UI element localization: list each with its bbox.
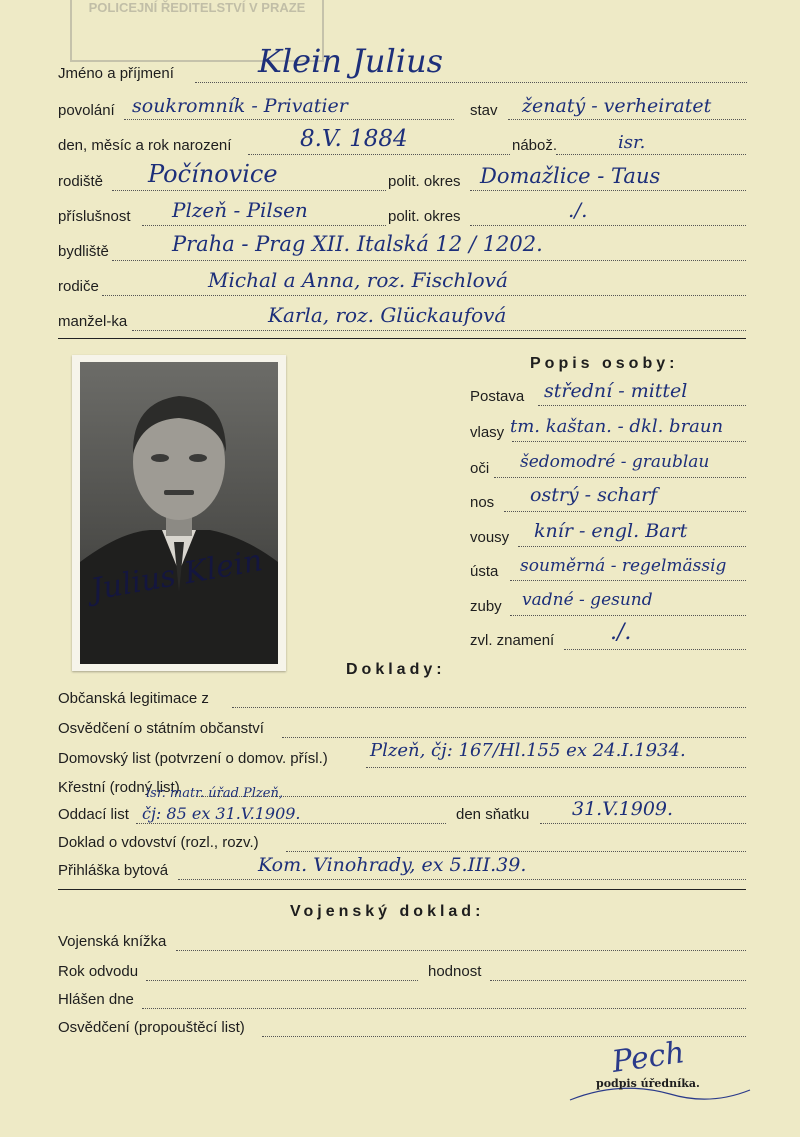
beard-line — [518, 546, 746, 547]
affiliation-district-line — [470, 225, 746, 226]
military-booklet-line — [176, 950, 746, 951]
rank-line — [490, 980, 746, 981]
portrait-figure — [80, 362, 278, 664]
marks-line — [564, 649, 746, 650]
domicile-label: Domovský list (potvrzení o domov. přísl.) — [58, 750, 328, 767]
birth-line — [248, 154, 510, 155]
affiliation-value: Plzeň - Pilsen — [172, 198, 308, 222]
eyes-value: šedomodré - graublau — [520, 452, 710, 472]
birthplace-district-line — [470, 190, 746, 191]
name-line — [195, 82, 747, 83]
baptism-label: Křestní (rodný list) — [58, 779, 180, 796]
eyes-line — [494, 477, 746, 478]
section-divider-2 — [58, 889, 746, 890]
teeth-line — [510, 615, 746, 616]
build-label: Postava — [470, 388, 525, 405]
affiliation-line — [142, 225, 386, 226]
discharge-label: Osvědčení (propouštěcí list) — [58, 1019, 245, 1036]
status-line — [508, 119, 746, 120]
stamp-text: POLICEJNÍ ŘEDITELSTVÍ V PRAZE — [88, 0, 306, 15]
description-title: Popis osoby: — [530, 355, 679, 372]
marriage-value-2: čj: 85 ex 31.V.1909. — [142, 804, 301, 823]
signature-flourish — [560, 1060, 760, 1120]
wedding-date-line — [540, 823, 746, 824]
occupation-label: povolání — [58, 102, 115, 119]
nose-line — [504, 511, 746, 512]
build-value: střední - mittel — [544, 380, 688, 402]
citizen-id-line — [232, 707, 746, 708]
religion-line — [556, 154, 746, 155]
marriage-line — [136, 823, 446, 824]
rank-label: hodnost — [428, 963, 482, 980]
portrait-signature: Julius Klein — [88, 543, 266, 608]
military-booklet-label: Vojenská knížka — [58, 933, 167, 950]
beard-value: knír - engl. Bart — [534, 520, 688, 542]
housing-value: Kom. Vinohrady, ex 5.III.39. — [258, 854, 527, 876]
citizen-id-label: Občanská legitimace z — [58, 690, 209, 707]
marks-value: ./. — [610, 620, 632, 645]
reported-label: Hlášen dne — [58, 991, 134, 1008]
spouse-label: manžel-ka — [58, 313, 128, 330]
religion-value: isr. — [618, 132, 646, 153]
widowhood-label: Doklad o vdovství (rozl., rozv.) — [58, 834, 259, 851]
hair-value: tm. kaštan. - dkl. braun — [510, 416, 724, 437]
housing-label: Přihláška bytová — [58, 862, 169, 879]
official-signature-label: podpis úředníka. — [596, 1077, 700, 1090]
military-title: Vojenský doklad: — [290, 903, 485, 920]
hair-line — [512, 441, 746, 442]
birth-label: den, měsíc a rok narození — [58, 137, 232, 154]
beard-label: vousy — [470, 529, 510, 546]
birthplace-district-label: polit. okres — [388, 173, 461, 190]
occupation-value: soukromník - Privatier — [132, 95, 348, 117]
marriage-value-1: isr. matr. úřad Plzeň, — [146, 786, 283, 801]
hair-label: vlasy — [470, 424, 505, 441]
birthplace-district-value: Domažlice - Taus — [480, 164, 661, 188]
status-value: ženatý - verheiratet — [522, 95, 712, 117]
housing-line — [178, 879, 746, 880]
mouth-label: ústa — [470, 563, 499, 580]
conscription-year-line — [146, 980, 418, 981]
nose-label: nos — [470, 494, 495, 511]
documents-title: Doklady: — [346, 661, 446, 678]
affiliation-district-value: ./. — [568, 198, 588, 222]
residence-value: Praha - Prag XII. Italská 12 / 1202. — [172, 232, 543, 256]
reported-line — [142, 1008, 746, 1009]
portrait-photo — [72, 355, 286, 671]
name-label: Jméno a příjmení — [58, 65, 174, 82]
birthplace-label: rodiště — [58, 173, 104, 190]
wedding-date-label: den sňatku — [456, 806, 530, 823]
spouse-value: Karla, roz. Glückaufová — [268, 303, 507, 327]
section-divider-1 — [58, 338, 746, 339]
domicile-value: Plzeň, čj: 167/Hl.155 ex 24.I.1934. — [370, 740, 686, 761]
parents-value: Michal a Anna, roz. Fischlová — [208, 268, 508, 292]
citizenship-cert-line — [282, 737, 746, 738]
birthplace-value: Počínovice — [148, 160, 278, 188]
residence-label: bydliště — [58, 243, 109, 260]
marks-label: zvl. znamení — [470, 632, 555, 649]
teeth-value: vadné - gesund — [522, 590, 653, 610]
parents-line — [102, 295, 746, 296]
parents-label: rodiče — [58, 278, 99, 295]
widowhood-line — [286, 851, 746, 852]
affiliation-district-label: polit. okres — [388, 208, 461, 225]
domicile-line — [366, 767, 746, 768]
wedding-date-value: 31.V.1909. — [572, 798, 674, 820]
birthplace-line — [112, 190, 386, 191]
teeth-label: zuby — [470, 598, 502, 615]
affiliation-label: příslušnost — [58, 208, 131, 225]
name-value: Klein Julius — [258, 42, 444, 80]
occupation-line — [124, 119, 454, 120]
portrait-image — [80, 362, 278, 664]
mouth-line — [510, 580, 746, 581]
nose-value: ostrý - scharf — [530, 484, 658, 506]
citizenship-cert-label: Osvědčení o státním občanství — [58, 720, 264, 737]
build-line — [538, 405, 746, 406]
mouth-value: souměrná - regelmässig — [520, 556, 727, 576]
residence-line — [112, 260, 746, 261]
birth-value: 8.V. 1884 — [300, 126, 408, 152]
religion-label: nábož. — [512, 137, 558, 154]
official-signature: Pech — [609, 1035, 687, 1080]
conscription-year-label: Rok odvodu — [58, 963, 139, 980]
eyes-label: oči — [470, 460, 490, 477]
status-label: stav — [470, 102, 498, 119]
marriage-label: Oddací list — [58, 806, 129, 823]
spouse-line — [132, 330, 746, 331]
